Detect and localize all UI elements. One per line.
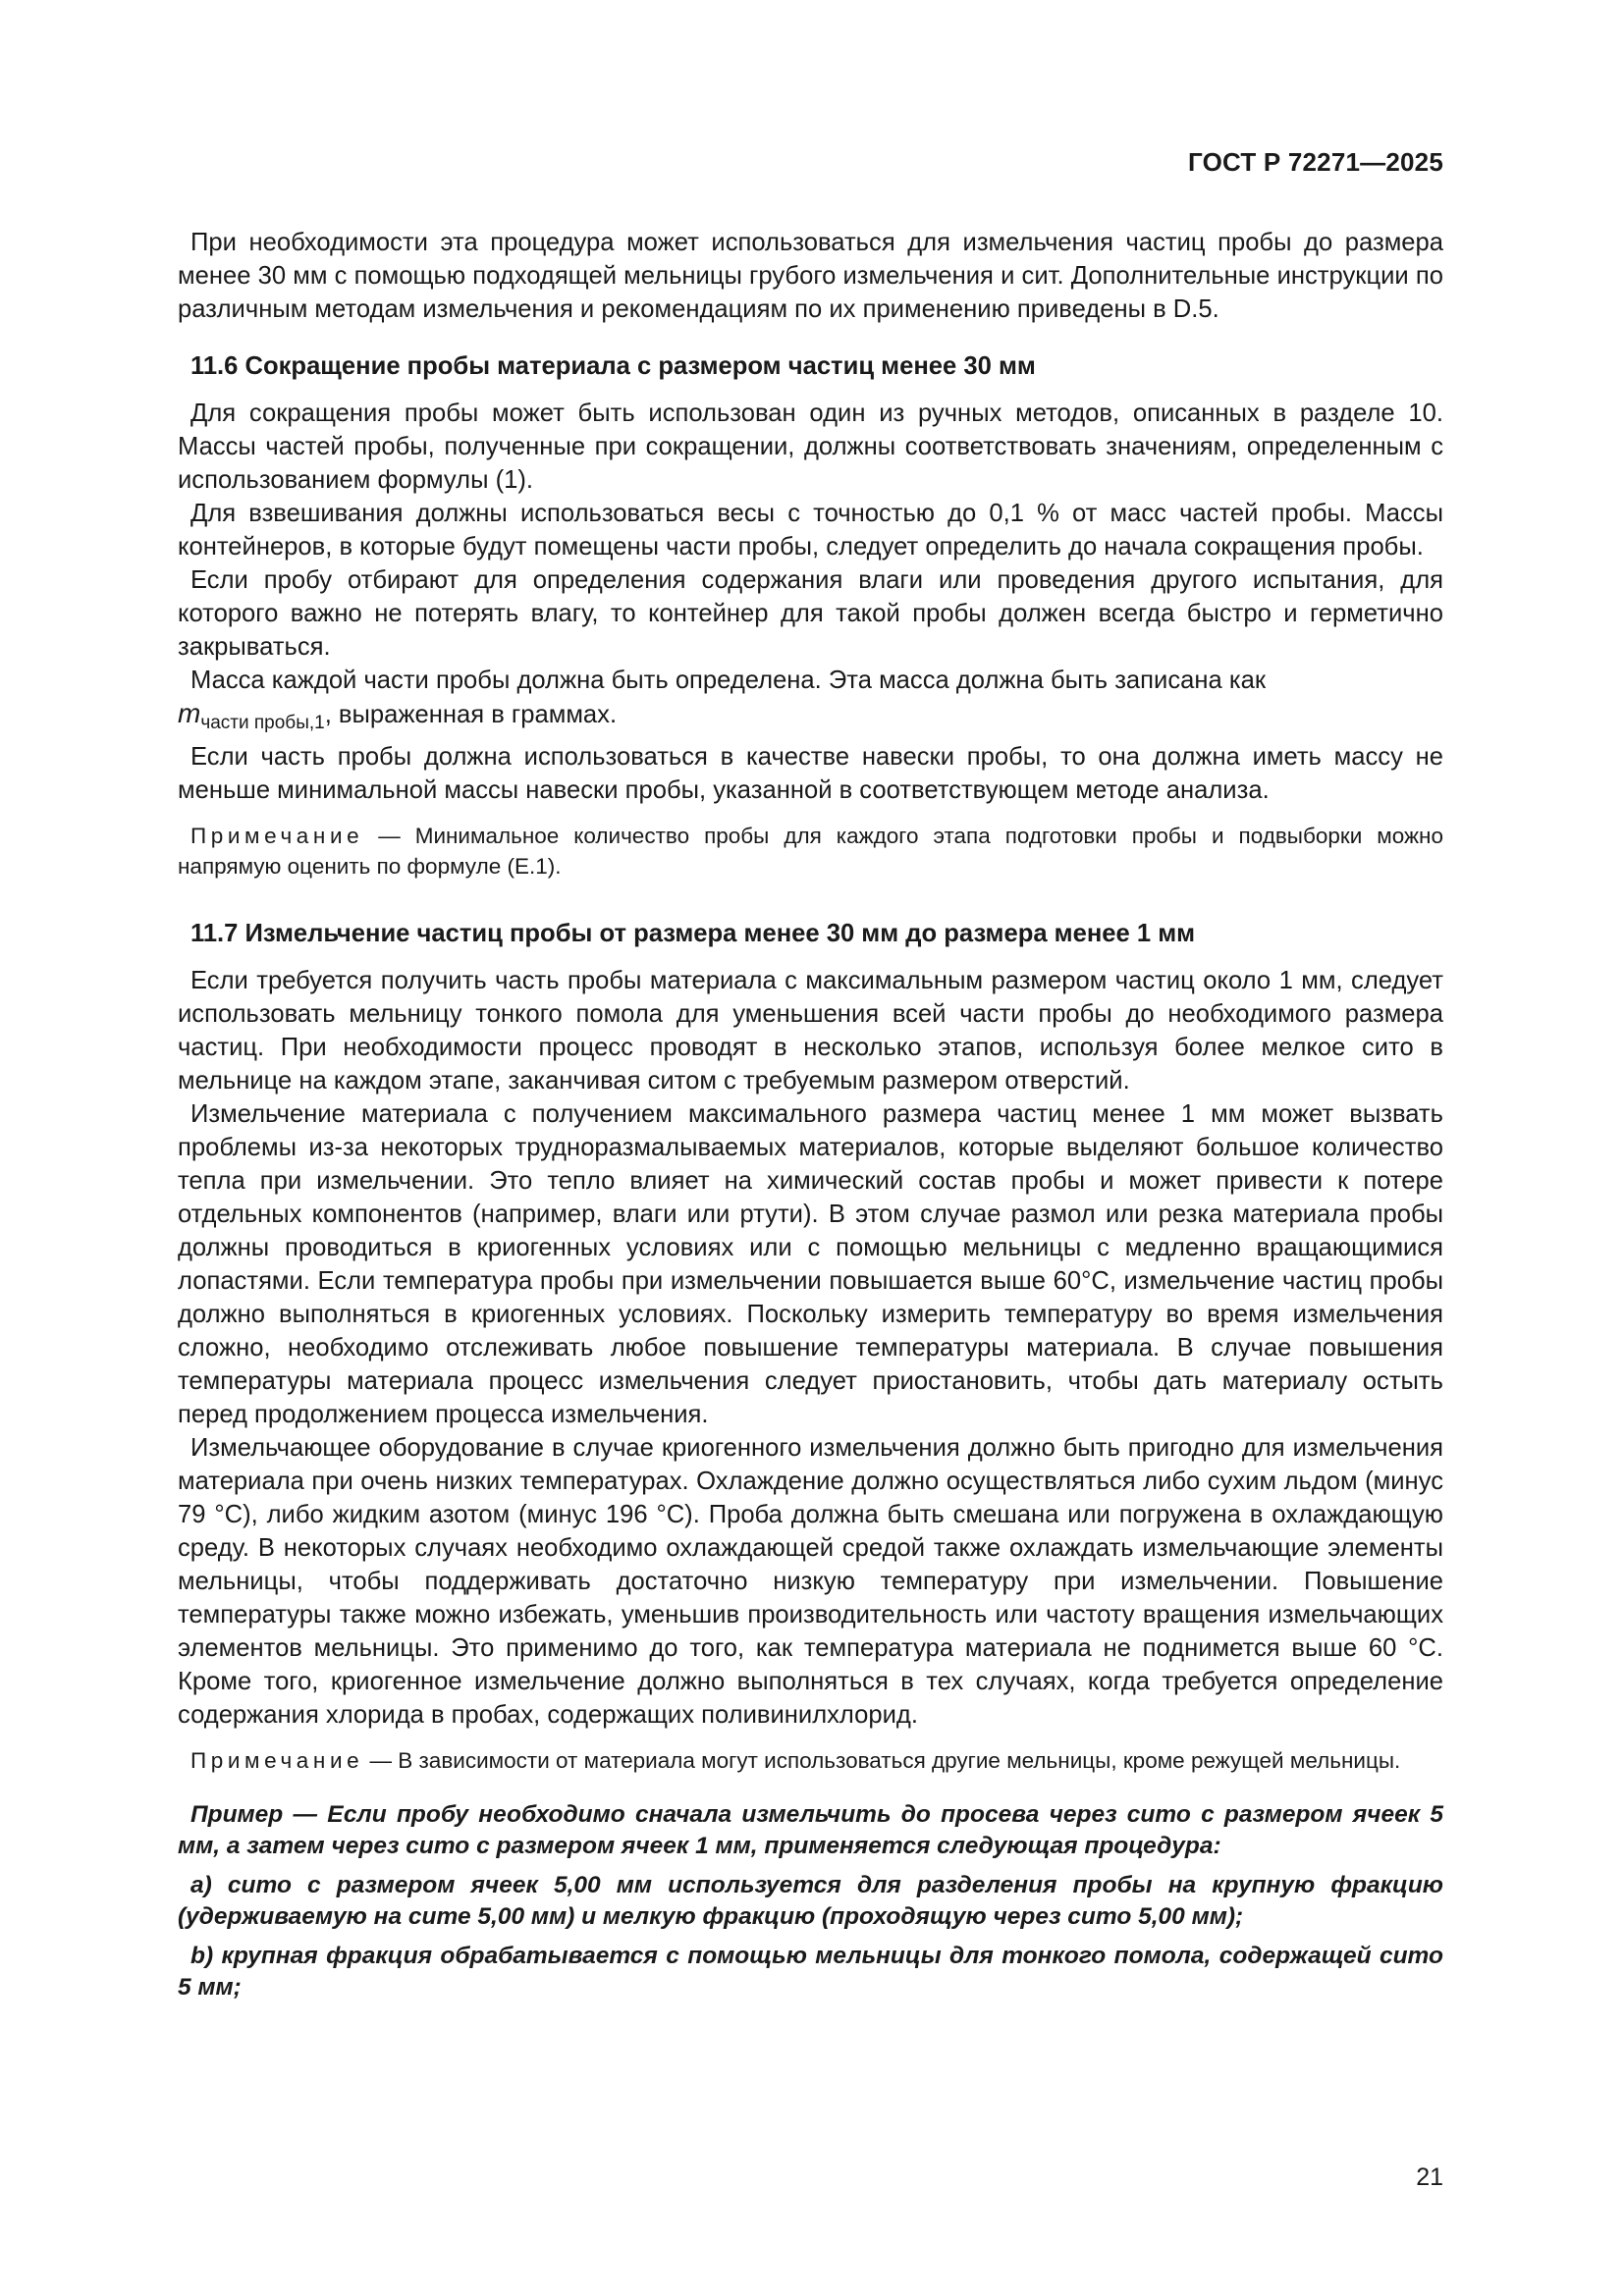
section-11-6-paragraph-5: Если часть пробы должна использоваться в качестве навески пробы, то она должна иметь массу не меньше минимальной массы навески пробы, указанной в соответствующем методе анализа.	[178, 743, 1443, 804]
note-text: — Минимальное количество пробы для каждого этапа подготовки пробы и подвыборки можно напрямую оценить по формуле (E.1).	[178, 824, 1443, 879]
mass-variable: m	[178, 698, 201, 728]
section-11-7-paragraph-3: Измельчающее оборудование в случае криогенного измельчения должно быть пригодно для измельчения материала при очень низких температурах. Охлаждение должно осуществляться либо сухим льдом (минус 79 °С), либо жидким азотом (минус 196 °С). Проба должна быть смешана или погружена в охлаждающую среду. В некоторых случаях необходимо охлаждающей средой также охлаждать измельчающие элементы мельницы, чтобы поддерживать достаточно низкую температуру при измельчении. Повышение температуры также можно избежать, уменьшив производительность или частоту вращения измельчающих элементов мельницы. Это применимо до того, как температура материала не поднимется выше 60 °С. Кроме того, криогенное измельчение должно выполняться в тех случаях, когда требуется определение содержания хлорида в пробах, содержащих поливинилхлорид.	[178, 1434, 1443, 1729]
section-11-7-paragraph-1: Если требуется получить часть пробы материала с максимальным размером частиц около 1 мм, следует использовать мельницу тонкого помола для уменьшения всей части пробы до необходимого размера частиц. При необходимости процесс проводят в несколько этапов, используя более мелкое сито в мельнице на каждом этапе, заканчивая ситом с требуемым размером отверстий.	[178, 967, 1443, 1095]
page-number: 21	[1416, 2163, 1443, 2191]
mass-sentence-start: Масса каждой части пробы должна быть определена. Эта масса должна быть записана как	[190, 667, 1267, 694]
example-block	[178, 1799, 1443, 2003]
section-11-6-paragraph-1: Для сокращения пробы может быть использован один из ручных методов, описанных в разделе 10. Массы частей пробы, полученные при сокращении, должны соответствовать значениям, определенным с использованием формулы (1).	[178, 400, 1443, 494]
note-text: — В зависимости от материала могут использоваться другие мельницы, кроме режущей мельницы.	[363, 1748, 1401, 1773]
section-11-6-paragraph-3: Если пробу отбирают для определения содержания влаги или проведения другого испытания, для которого важно не потерять влагу, то контейнер для такой пробы должен всегда быстро и герметично закрываться.	[178, 566, 1443, 661]
example-item-a: a) сито с размером ячеек 5,00 мм используется для разделения пробы на крупную фракцию (удерживаемую на сите 5,00 мм) и мелкую фракцию (проходящую через сито 5,00 мм);	[178, 1872, 1443, 1930]
mass-variable-subscript: части пробы,1	[200, 713, 325, 733]
example-item-b: b) крупная фракция обрабатывается с помощью мельницы для тонкого помола, содержащей сито 5 мм;	[178, 1943, 1443, 2001]
section-11-6-heading: 11.6 Сокращение пробы материала с размером частиц менее 30 мм	[190, 352, 1036, 380]
section-11-7-paragraph-2: Измельчение материала с получением максимального размера частиц менее 1 мм может вызвать проблемы из-за некоторых трудноразмалываемых материалов, которые выделяют большое количество тепла при измельчении. Это тепло влияет на химический состав пробы и может привести к потере отдельных компонентов (например, влаги или ртути). В этом случае размол или резка материала пробы должны проводиться в криогенных условиях или с помощью мельницы с медленно вращающимися лопастями. Если температура пробы при измельчении повышается выше 60°С, измельчение частиц пробы должно выполняться в криогенных условиях. Поскольку измерить температуру во время измельчения сложно, необходимо отслеживать любое повышение температуры материала. В случае повышения температуры материала процесс измельчения следует приостановить, чтобы дать материалу остыть перед продолжением процесса измельчения.	[178, 1100, 1443, 1428]
example-intro: Пример — Если пробу необходимо сначала измельчить до просева через сито с размером ячеек 5 мм, а затем через сито с размером ячеек 1 мм, применяется следующая процедура:	[178, 1801, 1443, 1859]
page-content	[178, 226, 1443, 2003]
section-11-7-note	[178, 1745, 1443, 1776]
standard-id-header: ГОСТ Р 72271—2025	[1188, 147, 1443, 177]
section-11-6-paragraph-2: Для взвешивания должны использоваться весы с точностью до 0,1 % от масс частей пробы. Массы контейнеров, в которые будут помещены части пробы, следует определить до начала сокращения пробы.	[178, 500, 1443, 561]
note-label: Примечание	[190, 1748, 364, 1773]
note-label: Примечание	[190, 824, 364, 848]
section-11-7-heading: 11.7 Измельчение частиц пробы от размера менее 30 мм до размера менее 1 мм	[190, 920, 1196, 947]
section-11-6-note	[178, 821, 1443, 881]
mass-sentence-end: , выраженная в граммах.	[324, 701, 618, 728]
section-11-6-paragraph-4	[178, 664, 1443, 740]
intro-paragraph: При необходимости эта процедура может использоваться для измельчения частиц пробы до размера менее 30 мм с помощью подходящей мельницы грубого измельчения и сит. Дополнительные инструкции по различным методам измельчения и рекомендациям по их применению приведены в D.5.	[178, 229, 1443, 323]
